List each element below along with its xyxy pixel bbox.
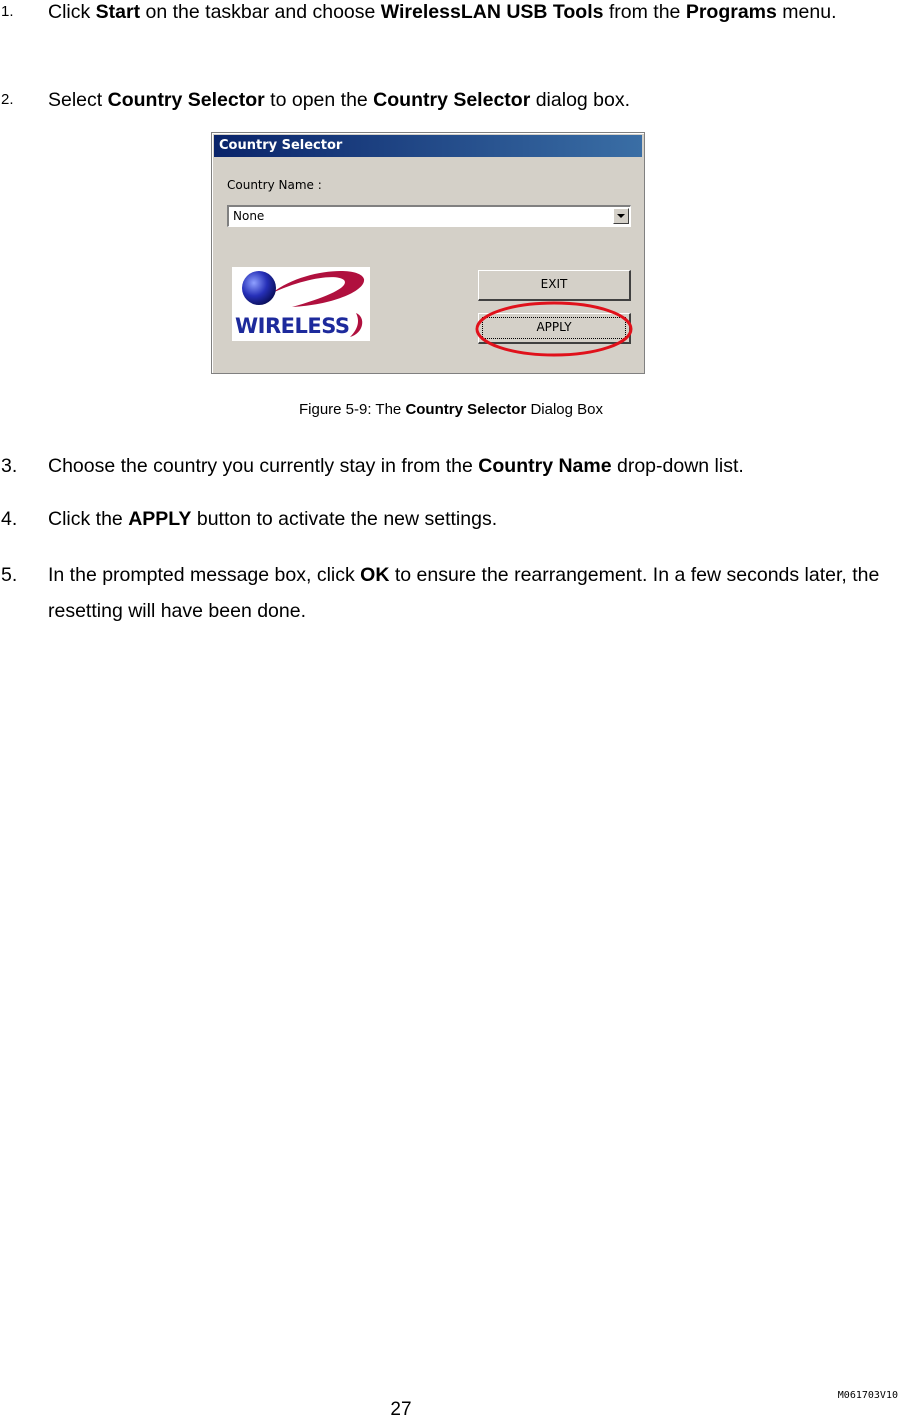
dropdown-arrow-icon[interactable] [613,208,629,224]
country-name-label: Country Name : [227,178,322,192]
step-number: 5. [1,564,18,586]
svg-text:WIRELESS: WIRELESS [235,314,350,338]
page-number: 27 [390,1399,412,1420]
step-text: Click Start on the taskbar and choose WirelessLAN USB Tools from the Programs menu. [48,1,837,23]
wireless-logo [232,267,370,341]
dialog-title-bar[interactable]: Country Selector [214,135,642,157]
document-code: M061703V10 [837,1390,898,1401]
step-number: 4. [1,508,18,530]
step-number: 2. [1,91,14,108]
step-text: Choose the country you currently stay in from the Country Name drop-down list. [48,455,744,477]
step-number: 1. [1,3,14,20]
exit-button[interactable]: EXIT [478,270,631,301]
country-selector-dialog [211,132,645,374]
country-name-dropdown[interactable] [227,205,631,227]
figure-caption: Figure 5-9: The Country Selector Dialog Box [298,401,604,418]
step-text: Select Country Selector to open the Country Selector dialog box. [48,89,631,111]
step-text: In the prompted message box, click OK to ensure the rearrangement. In a few seconds later, the resetting will have been done. [48,564,880,622]
apply-button-label: APPLY [536,320,572,334]
step-number: 3. [1,455,18,477]
step-text: Click the APPLY button to activate the new settings. [48,508,498,530]
highlight-circle [474,300,634,358]
country-name-value: None [233,209,265,223]
